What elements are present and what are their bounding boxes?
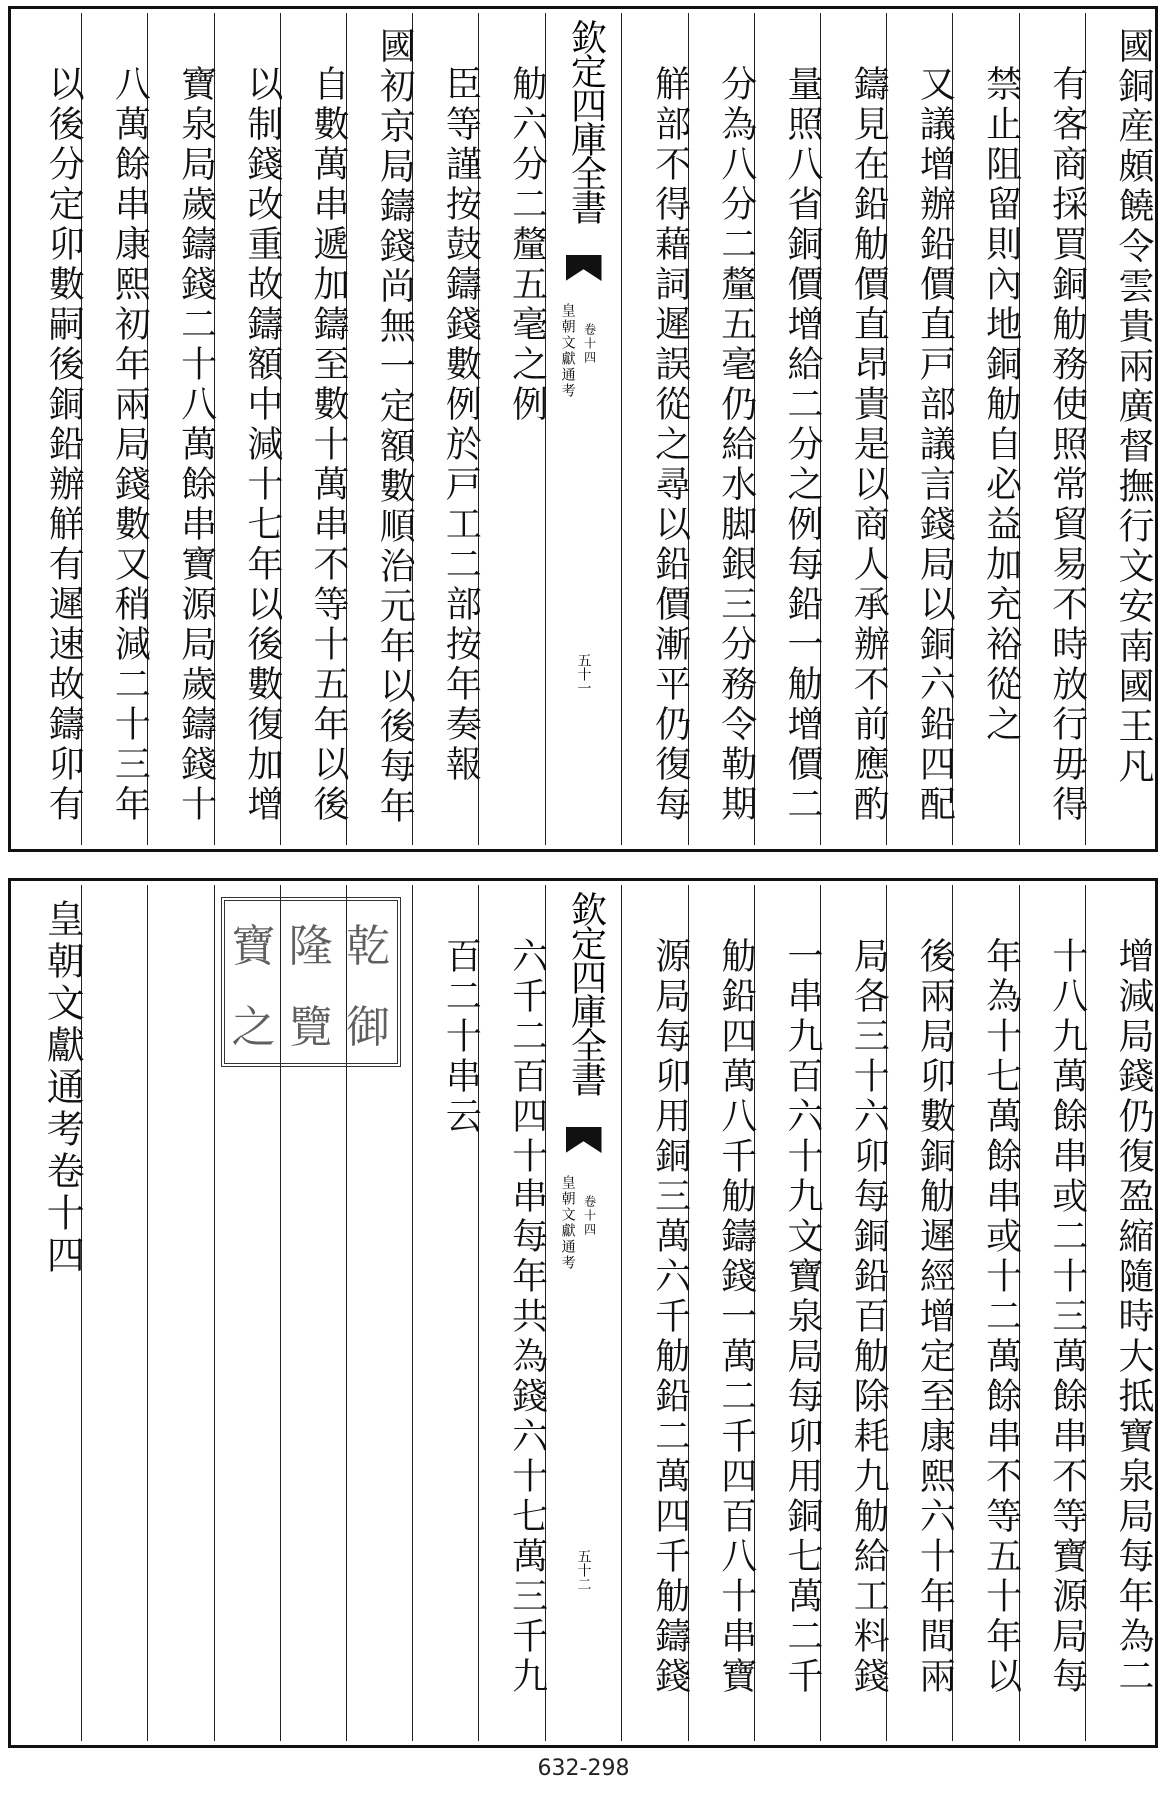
text-line: 增減局錢仍復盈縮隨時大抵寶泉局每年為二 (1113, 937, 1154, 1697)
text-column (886, 885, 956, 1741)
text-line: 觔鉛四萬八千觔鑄錢一萬二千四百八十串寶 (715, 937, 757, 1697)
center-page-number: 五十二 (575, 1549, 592, 1591)
text-column (820, 885, 890, 1741)
text-line: 臣等謹按鼓鑄錢數例於戸工二部按年奏報 (440, 65, 482, 785)
seal-glyph: 寶 (231, 920, 276, 972)
center-volume: 卷十四 (582, 323, 597, 365)
text-column (1019, 885, 1088, 1741)
center-book-title: 皇朝文獻通考 (559, 303, 576, 399)
text-line: 年為十七萬餘串或十二萬餘串不等五十年以 (980, 937, 1022, 1697)
text-column (15, 13, 85, 845)
center-book-title: 皇朝文獻通考 (559, 1175, 576, 1271)
column-strip (15, 13, 1154, 845)
text-line: 以後分定卯數嗣後銅鉛辦觧有遲速故鑄卯有 (43, 65, 85, 825)
center-title: 欽定四庫全書 (565, 19, 607, 223)
text-column (1019, 13, 1088, 845)
text-column (147, 885, 213, 1741)
text-line: 觔六分二釐五毫之例 (506, 65, 548, 425)
text-line: 八萬餘串康熙初年兩局錢數又稍減二十三年 (109, 65, 151, 825)
text-column (754, 13, 823, 845)
center-title: 欽定四庫全書 (565, 891, 607, 1095)
text-column (214, 13, 283, 845)
text-line: 禁止阻留則內地銅觔自必益加充裕從之 (980, 65, 1022, 745)
column-strip (15, 885, 1154, 1741)
center-fold-column (545, 885, 622, 1741)
seal-glyph: 乾 (346, 920, 391, 972)
center-volume: 卷十四 (582, 1195, 597, 1237)
text-column (81, 885, 147, 1741)
text-column (147, 13, 217, 845)
text-column (15, 885, 85, 1741)
text-column (886, 13, 956, 845)
text-column (346, 13, 416, 845)
text-line: 後兩局卯數銅觔遲經增定至康熙六十年間兩 (914, 937, 956, 1697)
seal-glyph: 御 (346, 1001, 391, 1053)
text-column (754, 885, 823, 1741)
text-line: 鑄見在鉛觔價直昂貴是以商人承辦不前應酌 (848, 65, 890, 825)
fishtail-mark-icon (566, 1127, 602, 1153)
page-bottom (8, 878, 1158, 1748)
text-line: 六千二百四十串每年共為錢六十七萬三千九 (506, 937, 548, 1697)
text-line: 國銅産頗饒令雲貴兩廣督撫行文安南國王凡 (1113, 27, 1154, 787)
text-line: 又議增辦鉛價直戸部議言錢局以銅六鉛四配 (914, 65, 956, 825)
text-column (81, 13, 151, 845)
text-column (952, 13, 1022, 845)
volume-end-title: 皇朝文獻通考卷十四 (40, 899, 85, 1277)
text-line: 觧部不得藉詞遲誤從之尋以鉛價漸平仍復每 (649, 65, 691, 825)
text-line: 源局每卯用銅三萬六千觔鉛二萬四千觔鑄錢 (649, 937, 691, 1697)
text-column (621, 13, 691, 845)
text-column (688, 885, 757, 1741)
text-line: 局各三十六卯每銅鉛百觔除耗九觔給工料錢 (848, 937, 890, 1697)
fishtail-mark-icon (566, 255, 602, 281)
page-top (8, 6, 1158, 852)
text-column (820, 13, 890, 845)
text-line: 十八九萬餘串或二十三萬餘串不等寶源局每 (1046, 937, 1088, 1697)
center-page-number: 五十一 (575, 653, 592, 695)
text-line: 量照八省銅價增給二分之例每鉛一觔增價二 (781, 65, 823, 825)
text-column (621, 885, 691, 1741)
text-line: 有客商採買銅觔務使照常貿易不時放行毋得 (1046, 65, 1088, 825)
text-column (478, 13, 548, 845)
text-column (214, 885, 280, 1741)
text-column (280, 13, 350, 845)
seal-glyph: 覽 (288, 1001, 333, 1053)
text-column (231, 885, 391, 1741)
text-column (478, 885, 548, 1741)
text-column (688, 13, 757, 845)
seal-glyph: 隆 (288, 920, 333, 972)
page-footer-number: 632-298 (537, 1756, 630, 1781)
seal-glyph: 之 (231, 1001, 276, 1053)
text-line: 自數萬串遞加鑄至數十萬串不等十五年以後 (308, 65, 350, 825)
text-line: 百二十串云 (440, 937, 482, 1137)
text-column (952, 885, 1022, 1741)
text-column (1085, 13, 1154, 845)
text-line: 寶泉局歲鑄錢二十八萬餘串寶源局歲鑄錢十 (175, 65, 217, 825)
text-column (412, 13, 482, 845)
center-fold-column (545, 13, 622, 845)
text-line: 以制錢改重故鑄額中減十七年以後數復加增 (241, 65, 283, 825)
text-line: 一串九百六十九文寶泉局每卯用銅七萬二千 (781, 937, 823, 1697)
text-column (1085, 885, 1154, 1741)
text-line: 分為八分二釐五毫仍給水脚銀三分務令勒期 (715, 65, 757, 825)
text-column (412, 885, 482, 1741)
text-line: 國初京局鑄錢尚無一定額數順治元年以後每年 (374, 27, 416, 827)
